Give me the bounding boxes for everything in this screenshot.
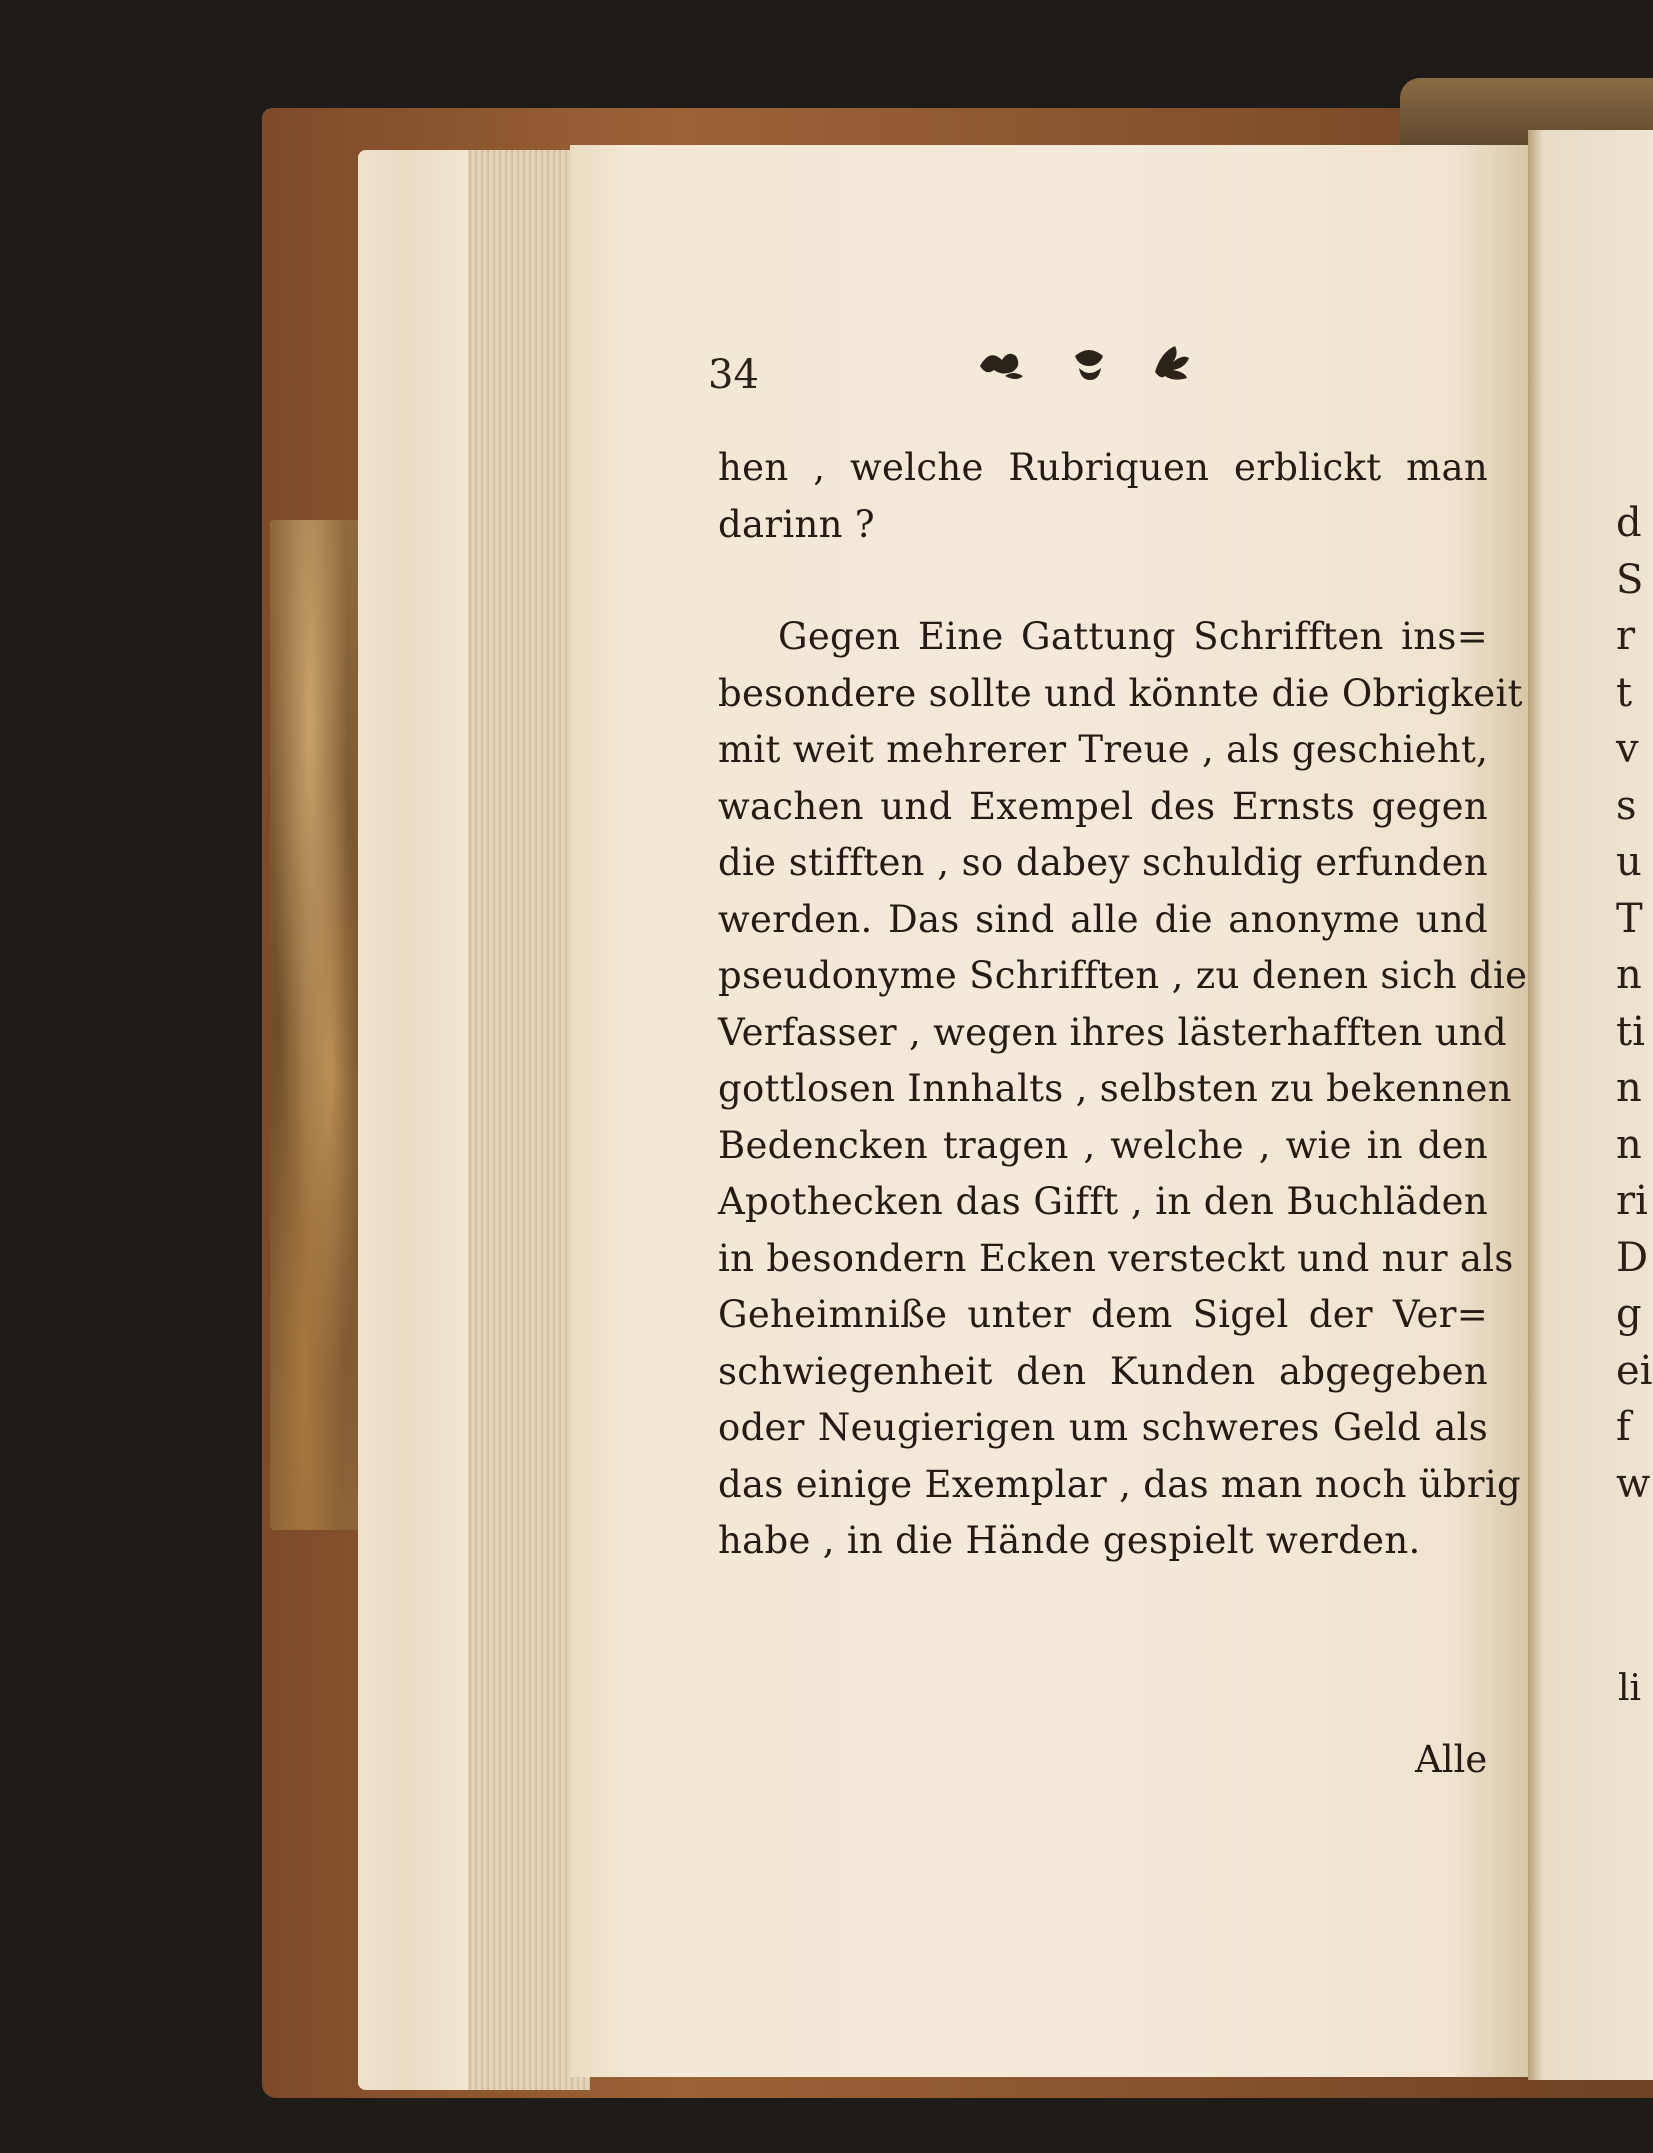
facing-fragment: T (1616, 895, 1643, 942)
facing-fragment: ti (1616, 1008, 1645, 1055)
text-line: Geheimniße unter dem Sigel der Ver= (718, 1293, 1488, 1336)
facing-fragment: f (1616, 1404, 1631, 1450)
facing-fragment: ei (1616, 1347, 1653, 1394)
text-line: darinn ? (718, 502, 875, 546)
text-line: wachen und Exempel des Ernsts gegen (718, 784, 1488, 828)
facing-fragment: n (1616, 952, 1642, 998)
facing-fragment: n (1616, 1065, 1642, 1111)
dingbat-row-icon (975, 336, 1225, 386)
facing-fragment: S (1616, 556, 1644, 603)
facing-fragment: n (1616, 1121, 1642, 1168)
text-line: die stifften , so dabey schuldig erfunden (718, 841, 1488, 884)
facing-page-catch-fragment: li (1618, 1668, 1642, 1709)
facing-fragment: u (1616, 839, 1642, 885)
body-text (718, 440, 1528, 1570)
text-line: gottlosen Innhalts , selbsten zu bekennen (718, 1067, 1512, 1110)
facing-fragment: d (1616, 500, 1642, 546)
facing-fragment: D (1616, 1234, 1649, 1281)
marbled-cover-panel (270, 520, 370, 1530)
facing-page (1528, 130, 1653, 2080)
facing-fragment: ri (1616, 1178, 1648, 1224)
page-number: 34 (708, 352, 759, 398)
facing-fragment: t (1616, 669, 1633, 716)
text-line: pseudonyme Schrifften , zu denen sich die (718, 954, 1528, 997)
facing-fragment: w (1616, 1460, 1651, 1507)
text-line: schwiegenheit den Kunden abgegeben (718, 1349, 1488, 1393)
facing-fragment: g (1616, 1291, 1642, 1337)
text-line: Gegen Eine Gattung Schrifften ins= (778, 615, 1488, 658)
paragraph-gap (718, 553, 1488, 609)
text-line: Verfasser , wegen ihres lästerhafften und (718, 1010, 1507, 1054)
text-line: werden. Das sind alle die anonyme und (718, 897, 1488, 941)
facing-fragment: v (1616, 726, 1639, 772)
text-line: habe , in die Hände gespielt werden. (718, 1519, 1421, 1562)
facing-page-fragments (1616, 495, 1653, 1512)
text-line: Apothecken das Gifft , in den Buchläden (718, 1180, 1488, 1223)
facing-fragment: r (1616, 613, 1636, 659)
text-line: mit weit mehrerer Treue , als geschieht, (718, 728, 1489, 771)
facing-fragment: s (1616, 782, 1637, 829)
text-line: Bedencken tragen , welche , wie in den (718, 1123, 1488, 1167)
text-line: oder Neugierigen um schweres Geld als (718, 1406, 1488, 1449)
endpaper-edges (358, 150, 468, 2090)
catchword: Alle (1415, 1738, 1488, 1781)
text-line: das einige Exemplar , das man noch übrig (718, 1462, 1522, 1506)
text-line: in besondern Ecken versteckt und nur als (718, 1236, 1514, 1280)
text-line: hen , welche Rubriquen erblickt man (718, 446, 1488, 489)
text-line: besondere sollte und könnte die Obrigkeit (718, 671, 1523, 715)
